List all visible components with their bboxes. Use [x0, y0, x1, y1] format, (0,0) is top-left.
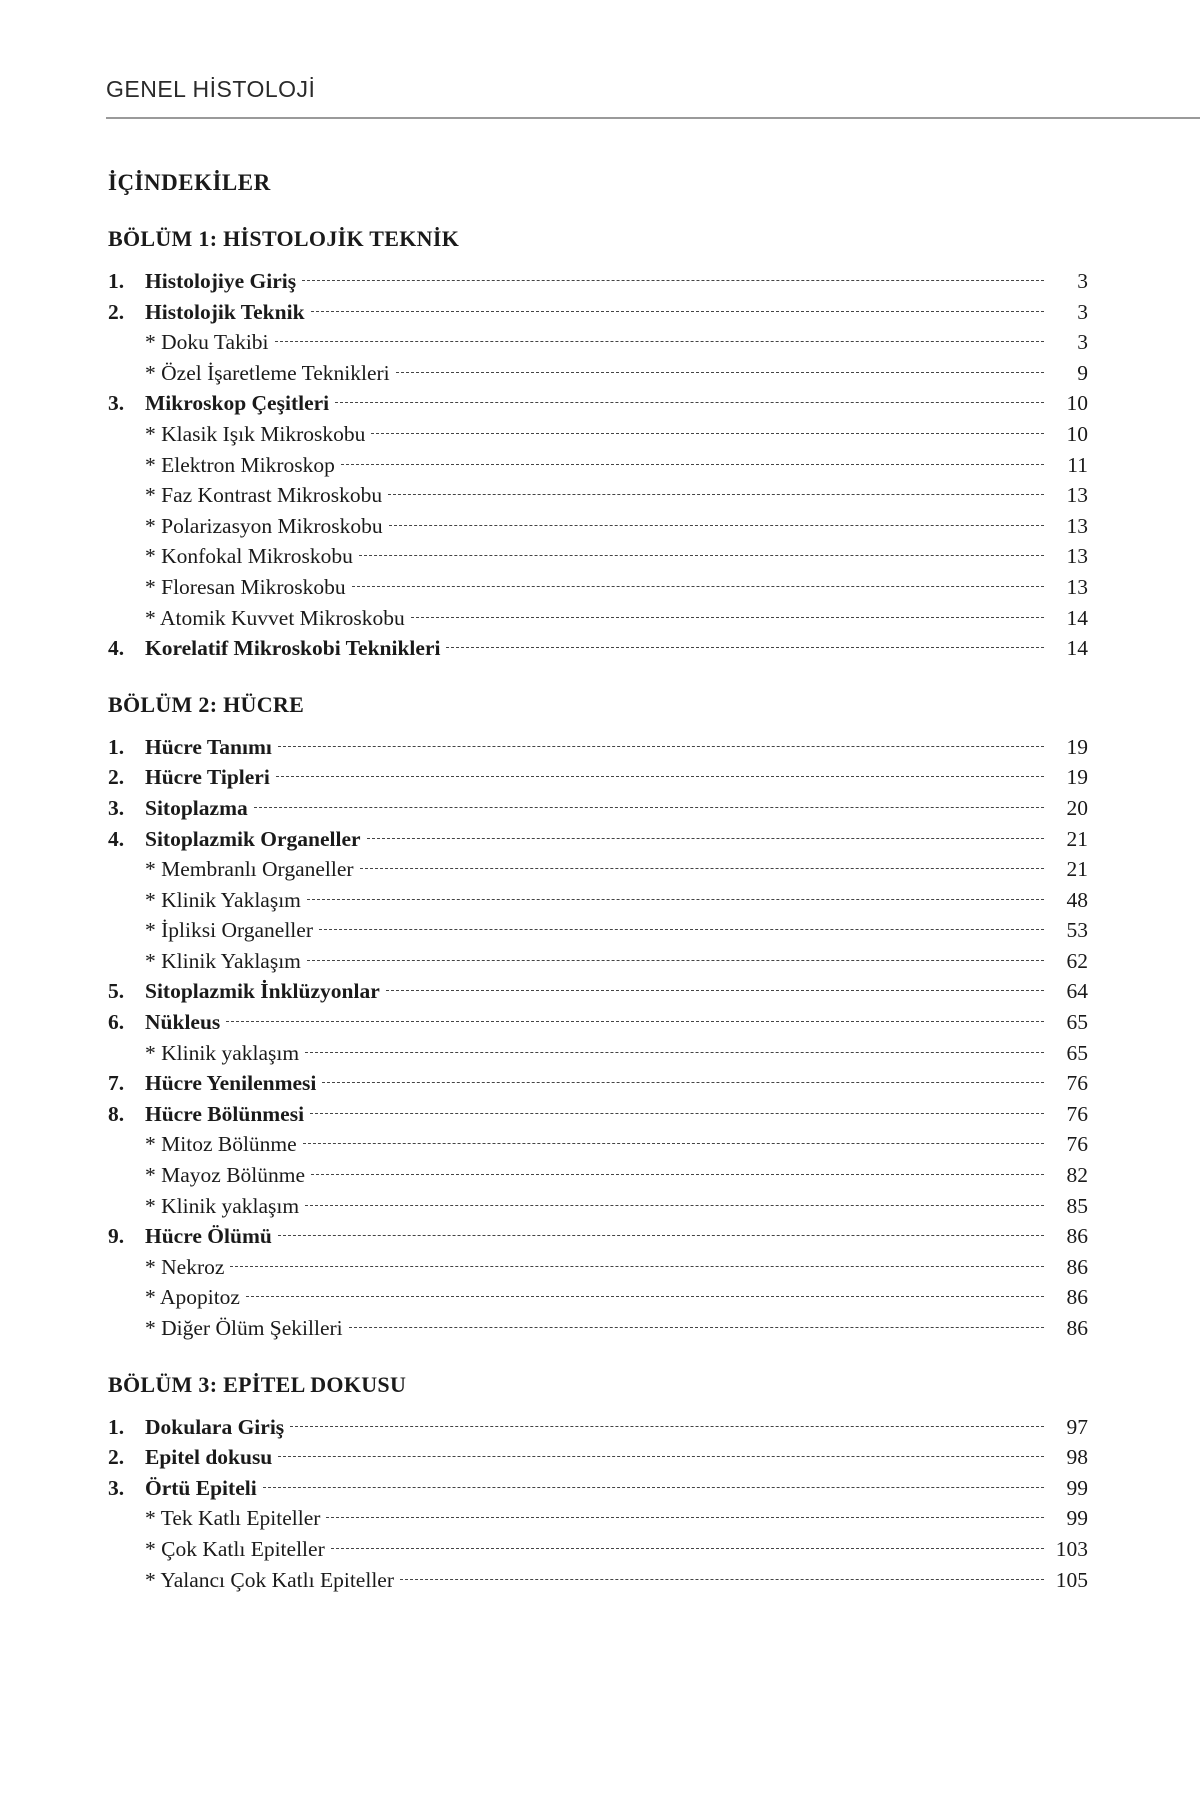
toc-entry-chapter[interactable]: [108, 266, 1088, 297]
entry-page-number: 82: [1066, 1163, 1088, 1188]
entry-title: Hücre Ölümü: [145, 1224, 272, 1249]
entry-title: * Polarizasyon Mikroskobu: [145, 513, 383, 538]
dot-leader: [311, 1174, 1044, 1175]
entry-title: Nükleus: [145, 1010, 221, 1035]
dot-leader: [278, 1456, 1044, 1457]
dot-leader: [278, 746, 1044, 747]
dot-leader: [230, 1266, 1044, 1267]
dot-leader: [389, 525, 1044, 526]
entry-page-number: 76: [1066, 1101, 1088, 1126]
entry-title: * Klasik Işık Mikroskobu: [145, 421, 366, 446]
toc-entry-subtopic[interactable]: [108, 854, 1088, 885]
dot-leader: [386, 990, 1044, 991]
toc-entry-subtopic[interactable]: [108, 358, 1088, 389]
entry-title: * Atomik Kuvvet Mikroskobu: [145, 605, 405, 630]
dot-leader: [335, 402, 1044, 403]
entry-page-number: 86: [1066, 1254, 1088, 1279]
section-heading: BÖLÜM 1: HİSTOLOJİK TEKNİK: [108, 226, 460, 251]
toc-entry-chapter[interactable]: [108, 633, 1088, 664]
entry-page-number: 76: [1066, 1132, 1088, 1157]
toc-entry-chapter[interactable]: [108, 762, 1088, 793]
dot-leader: [226, 1021, 1044, 1022]
entry-title: * Floresan Mikroskobu: [145, 574, 346, 599]
entry-page-number: 14: [1066, 636, 1088, 661]
entry-title: Histolojik Teknik: [145, 299, 305, 324]
dot-leader: [396, 372, 1044, 373]
dot-leader: [303, 1143, 1044, 1144]
dot-leader: [275, 341, 1044, 342]
entry-page-number: 86: [1066, 1285, 1088, 1310]
toc-entry-subtopic[interactable]: [108, 1160, 1088, 1191]
entry-page-number: 53: [1066, 918, 1088, 943]
dot-leader: [411, 617, 1044, 618]
toc-entry-chapter[interactable]: [108, 1007, 1088, 1038]
dot-leader: [341, 464, 1044, 465]
dot-leader: [307, 899, 1044, 900]
toc-entry-subtopic[interactable]: [108, 1282, 1088, 1313]
entry-page-number: 86: [1066, 1224, 1088, 1249]
section-heading: BÖLÜM 2: HÜCRE: [108, 691, 305, 717]
dot-leader: [254, 807, 1044, 808]
entry-title: * Yalancı Çok Katlı Epiteller: [145, 1567, 395, 1592]
entry-page-number: 13: [1066, 574, 1088, 599]
toc-entry-subtopic[interactable]: [108, 480, 1088, 511]
toc-entry-chapter[interactable]: [108, 1221, 1088, 1252]
dot-leader: [331, 1548, 1044, 1549]
toc-entry-chapter[interactable]: [108, 388, 1088, 419]
dot-leader: [388, 494, 1044, 495]
entry-title: Hücre Yenilenmesi: [145, 1071, 317, 1096]
entry-number: 2.: [108, 299, 125, 324]
section-heading: BÖLÜM 3: EPİTEL DOKUSU: [108, 1371, 407, 1397]
entry-page-number: 11: [1067, 452, 1088, 477]
entry-page-number: 13: [1066, 483, 1088, 508]
entry-number: 3.: [108, 391, 125, 416]
entry-title: Sitoplazma: [145, 795, 248, 820]
entry-title: * Nekroz: [145, 1254, 225, 1279]
entry-number: 8.: [108, 1101, 125, 1126]
dot-leader: [263, 1487, 1044, 1488]
entry-title: Hücre Tipleri: [145, 765, 270, 790]
entry-title: * Faz Kontrast Mikroskobu: [145, 483, 383, 508]
entry-title: * İpliksi Organeller: [145, 918, 313, 943]
toc-entry-chapter[interactable]: [108, 1068, 1088, 1099]
entry-page-number: 48: [1066, 887, 1088, 912]
toc-entry-chapter[interactable]: [108, 1099, 1088, 1130]
toc-content: [108, 170, 1088, 1623]
entry-page-number: 99: [1066, 1475, 1088, 1500]
entry-title: Hücre Tanımı: [145, 734, 272, 759]
dot-leader: [446, 647, 1044, 648]
entry-page-number: 97: [1066, 1414, 1088, 1439]
dot-leader: [302, 280, 1044, 281]
toc-entry-subtopic[interactable]: [108, 603, 1088, 634]
toc-entry-subtopic[interactable]: [108, 541, 1088, 572]
entry-title: * Çok Katlı Epiteller: [145, 1536, 325, 1561]
entry-title: * Konfokal Mikroskobu: [145, 544, 353, 569]
dot-leader: [400, 1579, 1044, 1580]
entry-title: * Doku Takibi: [145, 330, 269, 355]
toc-entry-subtopic[interactable]: [108, 419, 1088, 450]
entry-title: * Mitoz Bölünme: [145, 1132, 297, 1157]
entry-page-number: 21: [1066, 857, 1088, 882]
entry-page-number: 103: [1055, 1536, 1088, 1561]
dot-leader: [326, 1517, 1044, 1518]
toc-entry-subtopic[interactable]: [108, 1191, 1088, 1222]
entry-number: 3.: [108, 795, 125, 820]
toc-entry-subtopic[interactable]: [108, 1503, 1088, 1534]
entry-page-number: 85: [1066, 1193, 1088, 1218]
toc-entry-chapter[interactable]: [108, 824, 1088, 855]
toc-entry-chapter[interactable]: [108, 297, 1088, 328]
dot-leader: [307, 960, 1044, 961]
entry-number: 1.: [108, 1414, 125, 1439]
entry-page-number: 65: [1066, 1040, 1088, 1065]
entry-page-number: 9: [1077, 360, 1088, 385]
entry-page-number: 21: [1066, 826, 1088, 851]
entry-title: * Mayoz Bölünme: [145, 1163, 306, 1188]
toc-entry-subtopic[interactable]: [108, 1129, 1088, 1160]
toc-section: [108, 692, 1088, 1344]
toc-entry-chapter[interactable]: [108, 976, 1088, 1007]
entry-page-number: 98: [1066, 1445, 1088, 1470]
entry-number: 2.: [108, 1445, 125, 1470]
entry-page-number: 99: [1066, 1506, 1088, 1531]
entry-page-number: 20: [1066, 795, 1088, 820]
dot-leader: [319, 929, 1044, 930]
toc-entry-chapter[interactable]: [108, 732, 1088, 763]
dot-leader: [360, 868, 1044, 869]
entry-page-number: 3: [1077, 269, 1088, 293]
entry-page-number: 14: [1066, 605, 1088, 630]
entry-title: * Elektron Mikroskop: [145, 452, 335, 477]
entry-title: * Tek Katlı Epiteller: [145, 1506, 321, 1531]
toc-entry-subtopic[interactable]: [108, 1313, 1088, 1344]
toc-entry-subtopic[interactable]: [108, 915, 1088, 946]
entry-title: Örtü Epiteli: [145, 1475, 257, 1500]
dot-leader: [305, 1205, 1044, 1206]
running-header-title: GENEL HİSTOLOJİ: [106, 76, 316, 102]
entry-page-number: 105: [1055, 1567, 1088, 1592]
entry-page-number: 13: [1066, 513, 1088, 538]
toc-entry-chapter[interactable]: [108, 1412, 1088, 1443]
dot-leader: [276, 776, 1044, 777]
entry-number: 4.: [108, 636, 125, 661]
entry-title: Epitel dokusu: [145, 1445, 273, 1470]
toc-entry-subtopic[interactable]: [108, 511, 1088, 542]
entry-title: * Klinik yaklaşım: [145, 1193, 300, 1218]
entry-title: * Özel İşaretleme Teknikleri: [145, 360, 390, 385]
dot-leader: [367, 838, 1044, 839]
entry-number: 5.: [108, 979, 125, 1004]
toc-entry-chapter[interactable]: [108, 1473, 1088, 1504]
entry-title: Histolojiye Giriş: [145, 269, 297, 293]
toc-entry-chapter[interactable]: [108, 1442, 1088, 1473]
dot-leader: [371, 433, 1044, 434]
entry-number: 4.: [108, 826, 125, 851]
toc-entry-subtopic[interactable]: [108, 885, 1088, 916]
entry-title: * Klinik yaklaşım: [145, 1040, 300, 1065]
entry-title: Sitoplazmik İnklüzyonlar: [145, 979, 380, 1004]
entry-number: 9.: [108, 1224, 125, 1249]
toc-sections: [108, 226, 1088, 1595]
entry-page-number: 3: [1077, 299, 1088, 324]
entry-page-number: 3: [1077, 330, 1088, 355]
entry-page-number: 86: [1066, 1316, 1088, 1340]
toc-entry-chapter[interactable]: [108, 793, 1088, 824]
entry-title: Korelatif Mikroskobi Teknikleri: [145, 636, 441, 661]
entry-title: Dokulara Giriş: [145, 1414, 285, 1439]
dot-leader: [311, 311, 1044, 312]
entry-page-number: 64: [1066, 979, 1088, 1004]
dot-leader: [352, 586, 1044, 587]
entry-page-number: 13: [1066, 544, 1088, 569]
dot-leader: [359, 555, 1044, 556]
dot-leader: [310, 1113, 1044, 1114]
entry-title: * Diğer Ölüm Şekilleri: [145, 1316, 343, 1340]
dot-leader: [349, 1327, 1044, 1328]
entry-page-number: 65: [1066, 1010, 1088, 1035]
entry-number: 6.: [108, 1010, 125, 1035]
dot-leader: [290, 1426, 1044, 1427]
entry-page-number: 62: [1066, 948, 1088, 973]
dot-leader: [322, 1082, 1044, 1083]
entry-title: Sitoplazmik Organeller: [145, 826, 361, 851]
entry-number: 2.: [108, 765, 125, 790]
entry-title: * Klinik Yaklaşım: [145, 887, 301, 912]
dot-leader: [305, 1052, 1044, 1053]
entry-page-number: 19: [1066, 734, 1088, 759]
dot-leader: [246, 1296, 1044, 1297]
entry-page-number: 10: [1066, 391, 1088, 416]
dot-leader: [278, 1235, 1044, 1236]
header-rule: [106, 117, 1200, 119]
entry-page-number: 10: [1066, 421, 1088, 446]
entry-title: Mikroskop Çeşitleri: [145, 391, 330, 416]
toc-entry-subtopic[interactable]: [108, 1534, 1088, 1565]
entry-number: 7.: [108, 1071, 125, 1096]
toc-section: [108, 226, 1088, 664]
toc-title: İÇİNDEKİLER: [108, 170, 271, 195]
entry-title: * Membranlı Organeller: [145, 857, 354, 882]
entry-number: 1.: [108, 269, 125, 293]
toc-entry-subtopic[interactable]: [108, 1565, 1088, 1596]
toc-entry-subtopic[interactable]: [108, 572, 1088, 603]
toc-entry-subtopic[interactable]: [108, 946, 1088, 977]
entry-page-number: 19: [1066, 765, 1088, 790]
toc-entry-subtopic[interactable]: [108, 327, 1088, 358]
toc-entry-subtopic[interactable]: [108, 1252, 1088, 1283]
entry-title: Hücre Bölünmesi: [145, 1101, 305, 1126]
toc-section: [108, 1372, 1088, 1596]
entry-number: 3.: [108, 1475, 125, 1500]
toc-entry-subtopic[interactable]: [108, 450, 1088, 481]
entry-number: 1.: [108, 734, 125, 759]
entry-title: * Klinik Yaklaşım: [145, 948, 301, 973]
toc-entry-subtopic[interactable]: [108, 1038, 1088, 1069]
entry-page-number: 76: [1066, 1071, 1088, 1096]
entry-title: * Apopitoz: [145, 1285, 240, 1310]
